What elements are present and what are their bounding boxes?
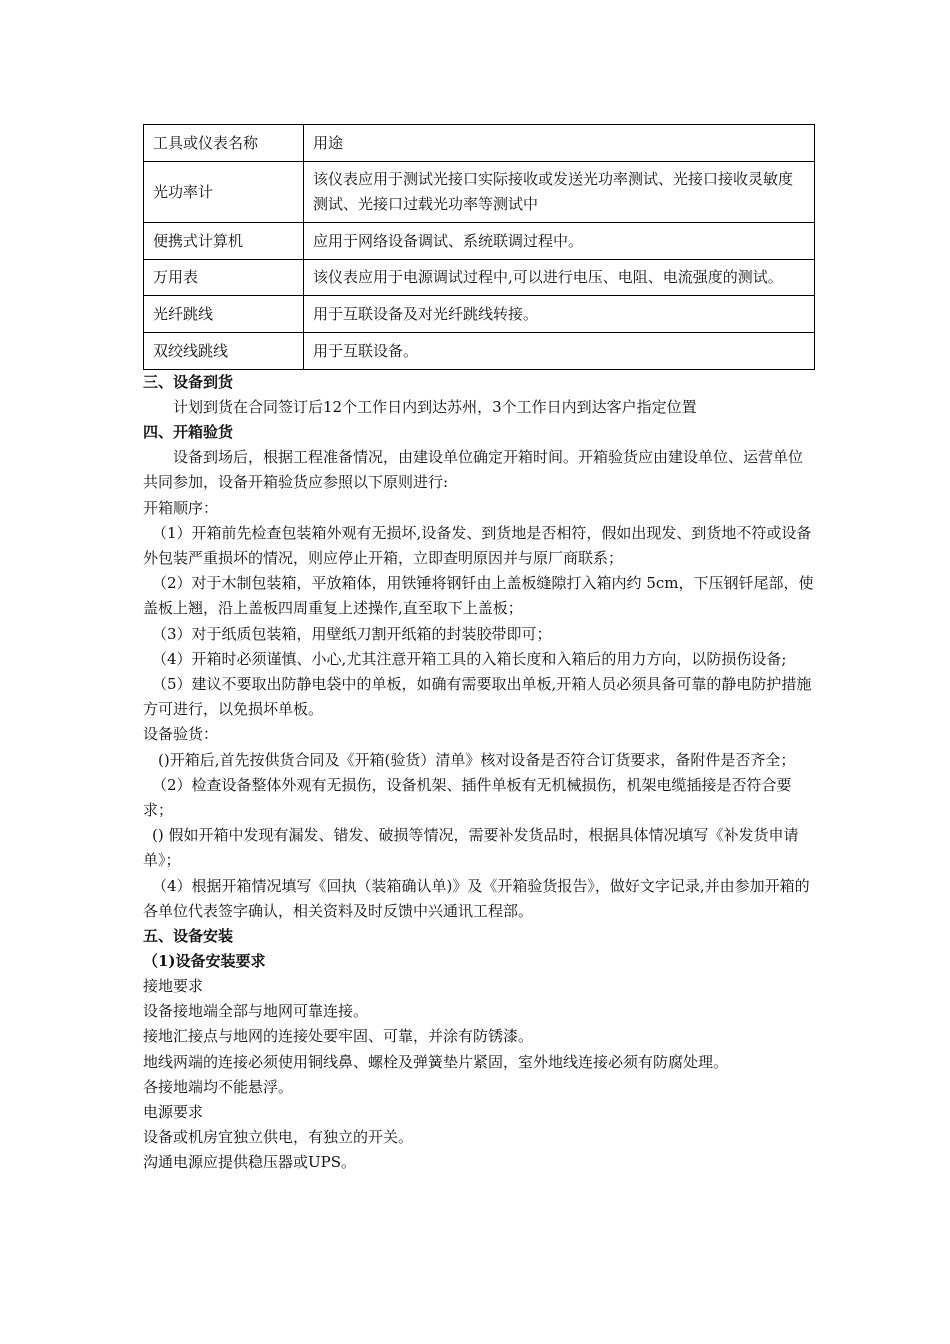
paragraph: 设备到场后，根据工程准备情况，由建设单位确定开箱时间。开箱验货应由建设单位、运营单位共同参加，设备开箱验货应参照以下原则进行: bbox=[143, 448, 804, 492]
table-row bbox=[144, 260, 815, 296]
table-cell-name: 万用表 bbox=[144, 260, 304, 296]
table-header-cell: 用途 bbox=[304, 125, 815, 162]
table-cell-name: 光纤跳线 bbox=[144, 296, 304, 333]
paragraph: 接地汇接点与地网的连接处要牢固、可靠，并涂有防锈漆。 bbox=[143, 1027, 534, 1046]
list-item: （4）开箱时必须谨慎、小心,尤其注意开箱工具的入箱长度和入箱后的用力方向，以防损伤设备; bbox=[152, 649, 787, 668]
table-row bbox=[144, 162, 815, 223]
list-item: （4）根据开箱情况填写《回执（装箱确认单)》及《开箱验货报告》，做好文字记录,并由参加开箱的各单位代表签字确认，相关资料及时反馈中兴通讯工程部。 bbox=[143, 876, 810, 920]
section-heading: 五、设备安装 bbox=[143, 927, 234, 946]
subheading: 设备验货： bbox=[143, 725, 219, 744]
table-header-cell: 工具或仪表名称 bbox=[144, 125, 304, 162]
list-item: () 假如开箱中发现有漏发、错发、破损等情况，需要补发货品时，根据具体情况填写《补发货申请单》； bbox=[143, 826, 799, 870]
table-cell-name: 光功率计 bbox=[144, 162, 304, 223]
list-item: （2）对于木制包装箱，平放箱体，用铁锤将钢钎由上盖板缝隙打入箱内约 5cm，下压钢钎尾部，使盖板上翘，沿上盖板四周重复上述操作,直至取下上盖板； bbox=[143, 574, 814, 618]
table-cell-usage: 该仪表应用于测试光接口实际接收或发送光功率测试、光接口接收灵敏度测试、光接口过载光功率等测试中 bbox=[304, 162, 815, 223]
table-cell-name: 双绞线跳线 bbox=[144, 333, 304, 370]
subheading: 接地要求 bbox=[143, 977, 204, 996]
list-item: （2）检查设备整体外观有无损伤，设备机架、插件单板有无机械损伤，机架电缆插接是否符合要求； bbox=[143, 775, 792, 820]
paragraph: 地线两端的连接必须使用铜线鼻、螺栓及弹簧垫片紧固，室外地线连接必须有防腐处理。 bbox=[143, 1052, 729, 1071]
paragraph: 计划到货在合同签订后12个工作日内到达苏州，3个工作日内到达客户指定位置 bbox=[173, 398, 697, 416]
paragraph: 沟通电源应提供稳压器或UPS。 bbox=[143, 1153, 357, 1172]
table-cell-name: 便携式计算机 bbox=[144, 223, 304, 260]
subheading: 开箱顺序： bbox=[143, 498, 219, 517]
list-item: （5）建议不要取出防静电袋中的单板，如确有需要取出单板,开箱人员必须具备可靠的静电防护措施方可进行，以免损坏单板。 bbox=[143, 675, 812, 719]
paragraph: 设备接地端全部与地网可靠连接。 bbox=[143, 1002, 369, 1021]
table-row bbox=[144, 333, 815, 370]
list-item: ()开箱后,首先按供货合同及《开箱(验货）清单》核对设备是否符合订货要求，备附件是否齐全； bbox=[158, 750, 796, 769]
subheading: 电源要求 bbox=[143, 1103, 204, 1122]
table-row bbox=[144, 223, 815, 260]
list-item: （1）开箱前先检查包装箱外观有无损坏,设备发、到货地是否相符，假如出现发、到货地不符或设备外包装严重损坏的情况，则应停止开箱，立即查明原因并与原厂商联系； bbox=[143, 523, 812, 568]
table-cell-usage: 用于互联设备。 bbox=[304, 333, 815, 370]
paragraph: 设备或机房宜独立供电，有独立的开关。 bbox=[143, 1128, 414, 1147]
paragraph: 各接地端均不能悬浮。 bbox=[143, 1077, 294, 1096]
list-item: （3）对于纸质包装箱，用壁纸刀割开纸箱的封装胶带即可； bbox=[152, 624, 552, 643]
table-row bbox=[144, 296, 815, 333]
table-cell-usage: 应用于网络设备调试、系统联调过程中。 bbox=[304, 223, 815, 260]
tools-table bbox=[143, 124, 815, 370]
subsection-heading: （1)设备安装要求 bbox=[143, 952, 266, 971]
section-heading: 三、设备到货 bbox=[143, 373, 234, 391]
table-header-row bbox=[144, 125, 815, 162]
table-cell-usage: 用于互联设备及对光纤跳线转接。 bbox=[304, 296, 815, 333]
document-page bbox=[143, 124, 815, 1176]
section-heading: 四、开箱验货 bbox=[143, 423, 234, 442]
table-cell-usage: 该仪表应用于电源调试过程中,可以进行电压、电阻、电流强度的测试。 bbox=[304, 260, 815, 296]
